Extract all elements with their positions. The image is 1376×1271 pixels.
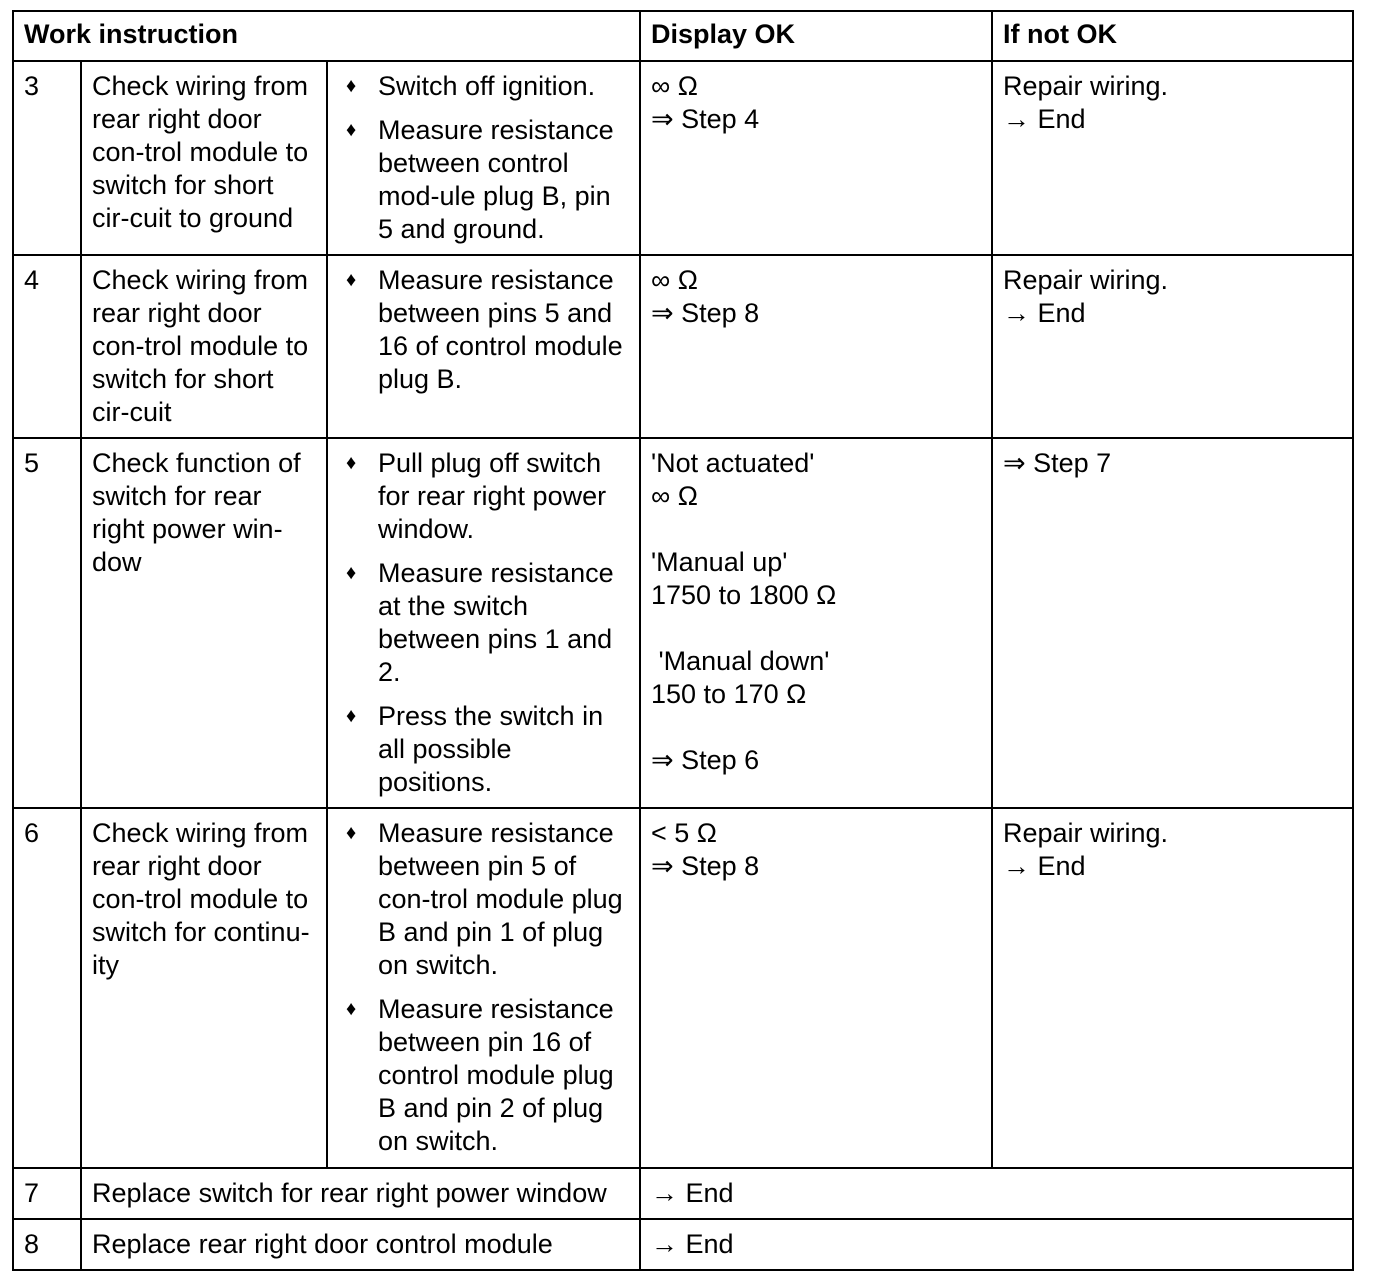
display-ok-value: < 5 Ω bbox=[651, 818, 717, 848]
display-ok-cell bbox=[640, 61, 992, 255]
action-text: Measure resistance between control mod-ule plug B, pin 5 and ground. bbox=[378, 115, 614, 244]
action-text: Measure resistance between pins 5 and 16 of control module plug B. bbox=[378, 265, 623, 394]
action-list bbox=[338, 264, 629, 396]
if-not-ok-action: Repair wiring. bbox=[1003, 818, 1169, 848]
spacer bbox=[651, 513, 981, 546]
action-list bbox=[338, 447, 629, 799]
display-ok-label: 'Not actuated' bbox=[651, 448, 815, 478]
if-not-ok-next: → End bbox=[1003, 851, 1086, 881]
display-ok-next-step: ⇒ Step 6 bbox=[651, 745, 760, 775]
result-text: → End bbox=[640, 1168, 1353, 1219]
display-ok-cell bbox=[640, 438, 992, 808]
action-list-cell bbox=[327, 255, 640, 438]
step-number: 6 bbox=[13, 808, 81, 1168]
table-row bbox=[13, 255, 1353, 438]
display-ok-cell bbox=[640, 808, 992, 1168]
diamond-bullet-icon: ♦ bbox=[346, 452, 357, 474]
diamond-bullet-icon: ♦ bbox=[346, 822, 357, 844]
list-item bbox=[338, 264, 629, 396]
spacer bbox=[651, 612, 981, 645]
list-item bbox=[338, 557, 629, 689]
action-text: Measure resistance between pin 5 of con-trol module plug B and pin 1 of plug on switch. bbox=[378, 818, 623, 980]
if-not-ok-cell bbox=[992, 438, 1353, 808]
table-row bbox=[13, 808, 1353, 1168]
diamond-bullet-icon: ♦ bbox=[346, 998, 357, 1020]
instruction-text: Replace rear right door control module bbox=[81, 1219, 640, 1270]
work-instruction-table bbox=[12, 10, 1354, 1271]
display-ok-value: 1750 to 1800 Ω bbox=[651, 580, 837, 610]
action-text: Press the switch in all possible positions. bbox=[378, 701, 604, 797]
if-not-ok-cell bbox=[992, 61, 1353, 255]
display-ok-next-step: ⇒ Step 8 bbox=[651, 298, 760, 328]
action-text: Pull plug off switch for rear right power window. bbox=[378, 448, 607, 544]
diamond-bullet-icon: ♦ bbox=[346, 75, 357, 97]
table-row bbox=[13, 61, 1353, 255]
instruction-text: Replace switch for rear right power window bbox=[81, 1168, 640, 1219]
diamond-bullet-icon: ♦ bbox=[346, 562, 357, 584]
step-number: 8 bbox=[13, 1219, 81, 1270]
display-ok-label: 'Manual up' bbox=[651, 547, 788, 577]
list-item bbox=[338, 447, 629, 546]
action-list-cell bbox=[327, 808, 640, 1168]
action-list-cell bbox=[327, 61, 640, 255]
if-not-ok-next: → End bbox=[1003, 298, 1086, 328]
header-row bbox=[13, 11, 1353, 61]
display-ok-value: ∞ Ω bbox=[651, 481, 698, 511]
result-text: → End bbox=[640, 1219, 1353, 1270]
display-ok-value: ∞ Ω bbox=[651, 265, 698, 295]
check-description: Check wiring from rear right door con-trol module to switch for continu-ity bbox=[81, 808, 327, 1168]
if-not-ok-cell bbox=[992, 808, 1353, 1168]
step-number: 4 bbox=[13, 255, 81, 438]
spacer bbox=[651, 711, 981, 744]
step-number: 5 bbox=[13, 438, 81, 808]
list-item bbox=[338, 114, 629, 246]
table-row bbox=[13, 438, 1353, 808]
header-work-instruction: Work instruction bbox=[13, 11, 640, 61]
diamond-bullet-icon: ♦ bbox=[346, 269, 357, 291]
if-not-ok-next: ⇒ Step 7 bbox=[1003, 448, 1112, 478]
action-text: Measure resistance between pin 16 of control module plug B and pin 2 of plug on switch. bbox=[378, 994, 614, 1156]
display-ok-next-step: ⇒ Step 4 bbox=[651, 104, 760, 134]
action-list bbox=[338, 70, 629, 246]
step-number: 3 bbox=[13, 61, 81, 255]
table-row bbox=[13, 1168, 1353, 1219]
action-text: Switch off ignition. bbox=[378, 71, 596, 101]
display-ok-value: ∞ Ω bbox=[651, 71, 698, 101]
step-number: 7 bbox=[13, 1168, 81, 1219]
check-description: Check function of switch for rear right power win-dow bbox=[81, 438, 327, 808]
display-ok-cell bbox=[640, 255, 992, 438]
list-item bbox=[338, 817, 629, 982]
diamond-bullet-icon: ♦ bbox=[346, 705, 357, 727]
if-not-ok-action: Repair wiring. bbox=[1003, 265, 1169, 295]
header-if-not-ok: If not OK bbox=[992, 11, 1353, 61]
if-not-ok-cell bbox=[992, 255, 1353, 438]
display-ok-next-step: ⇒ Step 8 bbox=[651, 851, 760, 881]
action-list bbox=[338, 817, 629, 1158]
header-display-ok: Display OK bbox=[640, 11, 992, 61]
action-list-cell bbox=[327, 438, 640, 808]
list-item bbox=[338, 70, 629, 103]
if-not-ok-action: Repair wiring. bbox=[1003, 71, 1169, 101]
table-row bbox=[13, 1219, 1353, 1270]
action-text: Measure resistance at the switch between pins 1 and 2. bbox=[378, 558, 614, 687]
diamond-bullet-icon: ♦ bbox=[346, 119, 357, 141]
display-ok-label: 'Manual down' bbox=[651, 646, 830, 676]
display-ok-value: 150 to 170 Ω bbox=[651, 679, 807, 709]
if-not-ok-next: → End bbox=[1003, 104, 1086, 134]
list-item bbox=[338, 700, 629, 799]
check-description: Check wiring from rear right door con-trol module to switch for short cir-cuit bbox=[81, 255, 327, 438]
list-item bbox=[338, 993, 629, 1158]
check-description: Check wiring from rear right door con-trol module to switch for short cir-cuit to ground bbox=[81, 61, 327, 255]
